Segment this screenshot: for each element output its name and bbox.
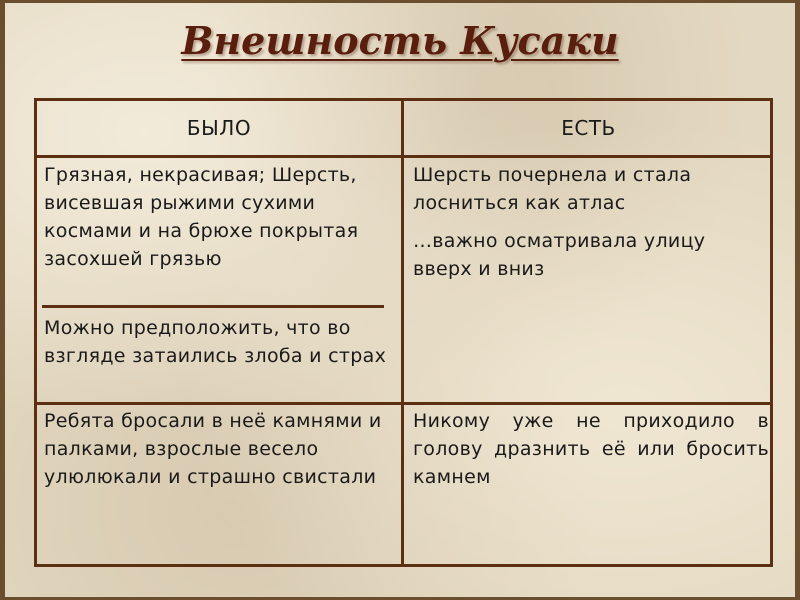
cell-before-treatment: Ребята бросали в неё камнями и палками, взрослые весело улюлюкали и страшно свистали	[44, 410, 382, 488]
header-now: ЕСТЬ	[561, 116, 616, 140]
header-row-divider	[37, 155, 770, 158]
cell-now-fur: Шерсть почернела и стала лосниться как атлас	[413, 164, 692, 214]
cell-before-look: Можно предположить, что во взгляде затаились злоба и страх	[44, 317, 387, 367]
column-divider	[401, 101, 404, 564]
cell-now-treatment: Никому уже не приходило в голову дразнить её или бросить камнем	[413, 410, 769, 488]
cell-before-appearance: Грязная, некрасивая; Шерсть, висевшая рыжими сухими космами и на брюхе покрытая засохшей грязью	[44, 164, 359, 270]
cell-inner-divider	[42, 305, 384, 308]
header-before: БЫЛО	[186, 116, 252, 140]
row-divider	[37, 402, 770, 405]
page-title: Внешность Кусаки	[181, 18, 619, 63]
comparison-table	[34, 98, 773, 567]
cell-now-behavior: …важно осматривала улицу вверх и вниз	[413, 230, 706, 280]
